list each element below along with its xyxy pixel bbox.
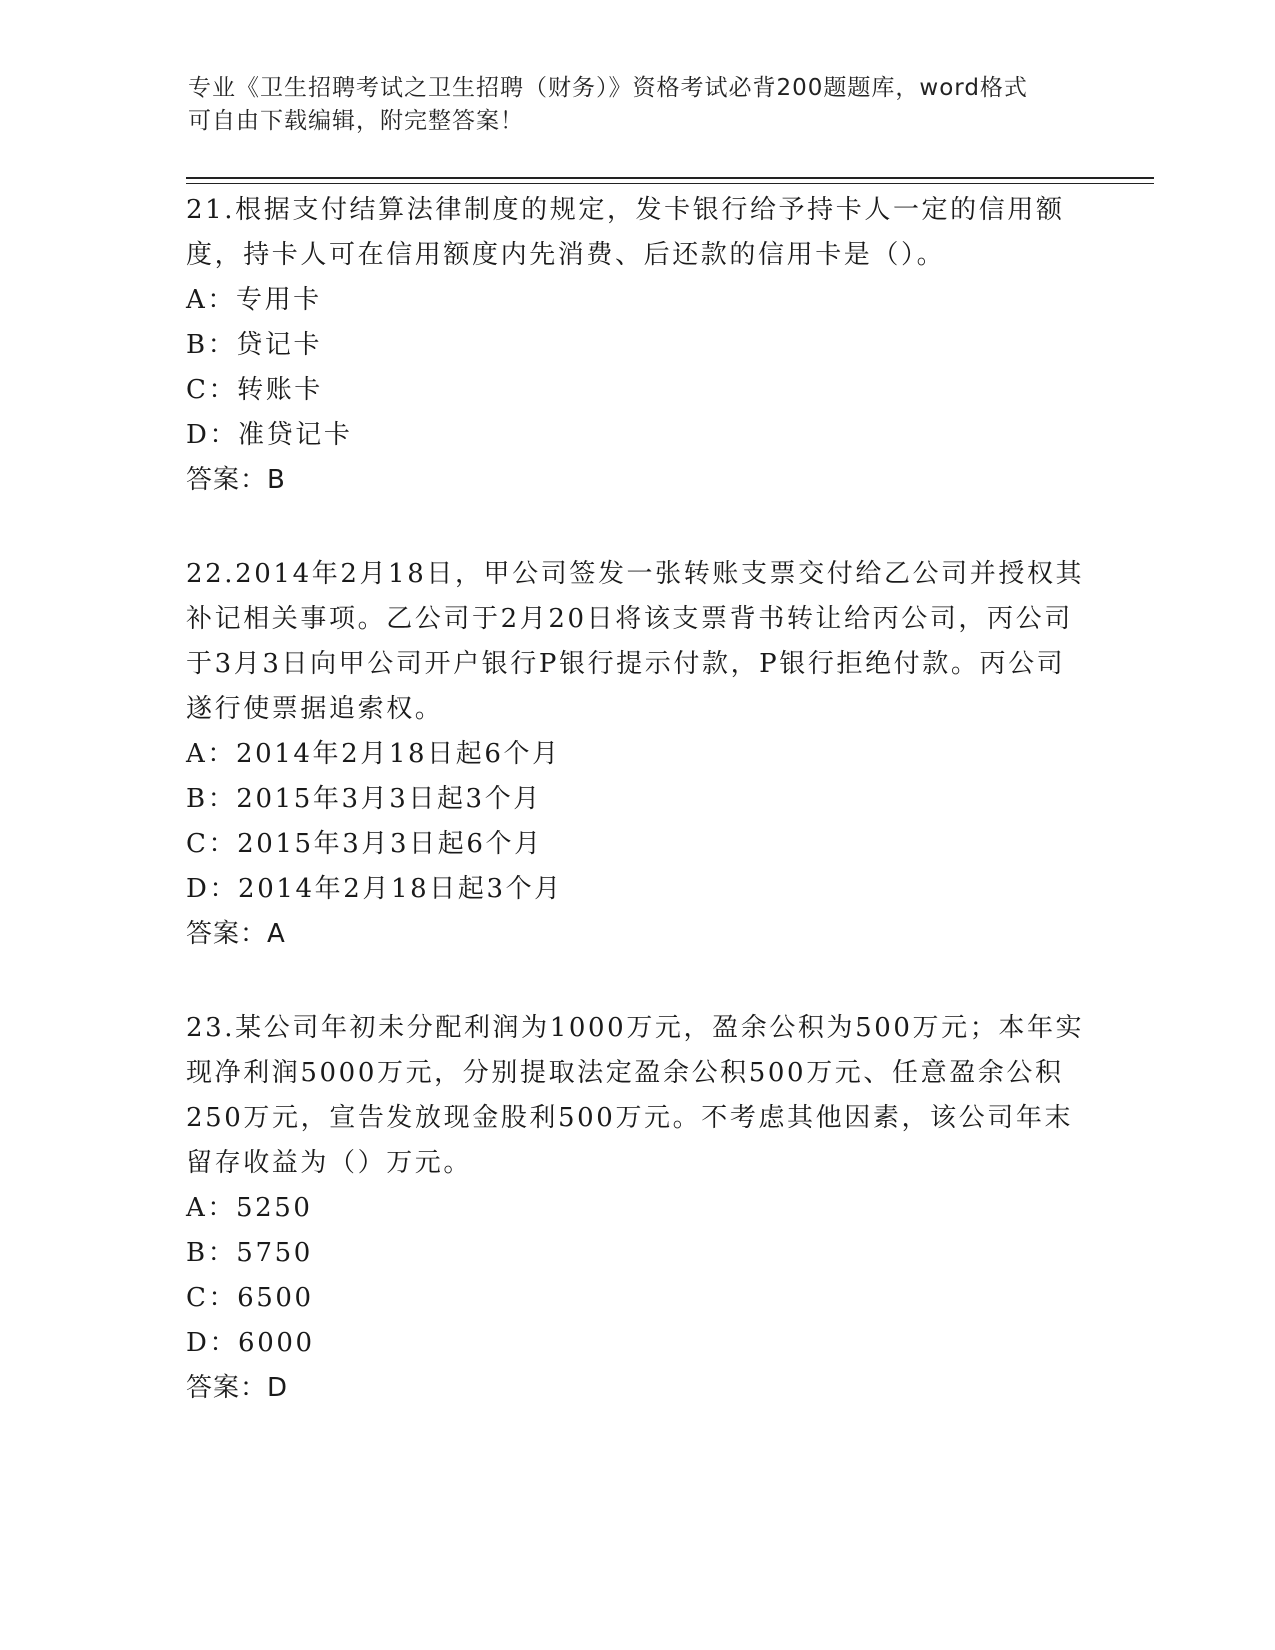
header-line-1: 专业《卫生招聘考试之卫生招聘（财务）》资格考试必背200题题库，word格式 bbox=[188, 75, 1028, 101]
answer-line: 答案：A bbox=[186, 919, 286, 949]
option-a: A：专用卡 bbox=[186, 285, 322, 315]
option-a: A：5250 bbox=[186, 1193, 313, 1223]
answer-line: 答案：D bbox=[186, 1373, 289, 1403]
option-d: D：6000 bbox=[186, 1328, 315, 1358]
header-divider-thick bbox=[186, 177, 1154, 179]
question-23 bbox=[186, 1006, 1086, 1411]
answer-line: 答案：B bbox=[186, 465, 286, 495]
option-d: D：准贷记卡 bbox=[186, 420, 353, 450]
option-b: B：贷记卡 bbox=[186, 330, 323, 360]
header-divider-thin bbox=[186, 183, 1154, 184]
option-b: B：5750 bbox=[186, 1238, 313, 1268]
option-d: D：2014年2月18日起3个月 bbox=[186, 874, 563, 904]
question-text: 23.某公司年初未分配利润为1000万元，盈余公积为500万元；本年实现净利润5000万元，分别提取法定盈余公积500万元、任意盈余公积250万元，宣告发放现金股利500万元。不考虑其他因素，该公司年末留存收益为（）万元。 bbox=[186, 1013, 1085, 1178]
document-header bbox=[188, 72, 1068, 138]
header-line-2: 可自由下载编辑，附完整答案！ bbox=[188, 108, 524, 134]
option-c: C：6500 bbox=[186, 1283, 314, 1313]
question-22 bbox=[186, 552, 1086, 957]
question-text: 22.2014年2月18日，甲公司签发一张转账支票交付给乙公司并授权其补记相关事项。乙公司于2月20日将该支票背书转让给丙公司，丙公司于3月3日向甲公司开户银行P银行提示付款，P银行拒绝付款。丙公司遂行使票据追索权。 bbox=[186, 559, 1085, 724]
option-b: B：2015年3月3日起3个月 bbox=[186, 784, 542, 814]
question-text: 21.根据支付结算法律制度的规定，发卡银行给予持卡人一定的信用额度，持卡人可在信用额度内先消费、后还款的信用卡是（）。 bbox=[186, 195, 1065, 270]
question-21 bbox=[186, 188, 1086, 503]
option-c: C：转账卡 bbox=[186, 375, 323, 405]
option-a: A：2014年2月18日起6个月 bbox=[186, 739, 561, 769]
option-c: C：2015年3月3日起6个月 bbox=[186, 829, 543, 859]
